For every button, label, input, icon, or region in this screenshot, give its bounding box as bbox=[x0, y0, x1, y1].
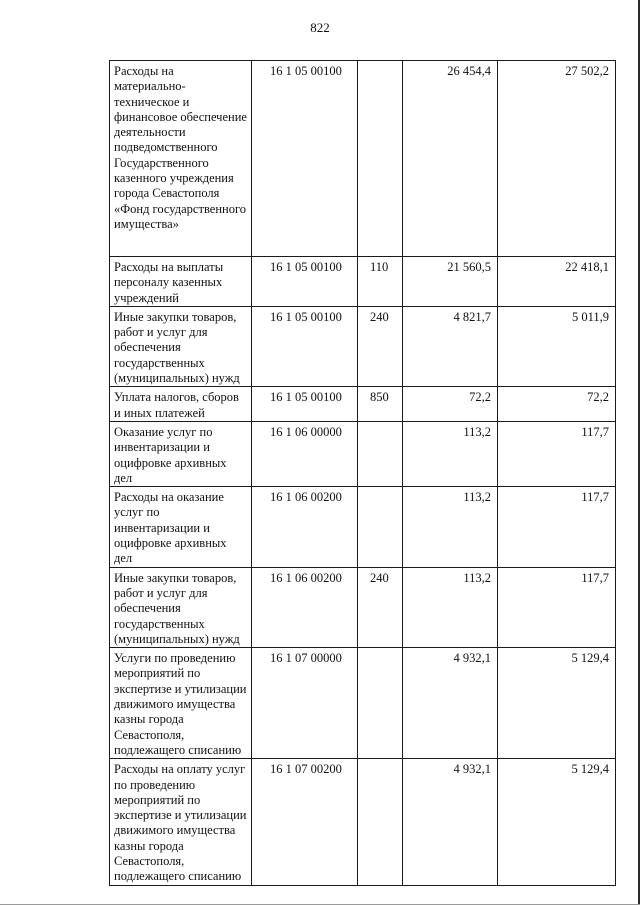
target-code-cell: 16 1 05 00100 bbox=[252, 61, 358, 257]
expense-name-cell: Уплата налогов, сборов и иных платежей bbox=[110, 387, 252, 422]
expense-name-cell: Услуги по проведению мероприятий по экспертизе и утилизации движимого имущества казны города Севастополя, подлежащего списанию bbox=[110, 648, 252, 759]
page-number: 822 bbox=[310, 20, 330, 35]
amount-year2-cell: 117,7 bbox=[498, 567, 616, 647]
expense-type-cell bbox=[358, 487, 403, 567]
amount-year2-cell: 117,7 bbox=[498, 487, 616, 567]
target-code-cell: 16 1 06 00200 bbox=[252, 487, 358, 567]
amount-year2-cell: 5 129,4 bbox=[498, 648, 616, 759]
amount-year1-cell: 113,2 bbox=[403, 421, 498, 486]
target-code-cell: 16 1 06 00200 bbox=[252, 567, 358, 647]
table-row bbox=[110, 387, 616, 422]
expense-name-cell: Иные закупки товаров, работ и услуг для обеспечения государственных (муниципальных) нужд bbox=[110, 306, 252, 386]
amount-year2-cell: 27 502,2 bbox=[498, 61, 616, 257]
amount-year1-cell: 72,2 bbox=[403, 387, 498, 422]
expense-name-cell: Расходы на оплату услуг по проведению мероприятий по экспертизе и утилизации движимого имущества казны города Севастополя, подлежащего списанию bbox=[110, 759, 252, 885]
table-row bbox=[110, 306, 616, 386]
table-row bbox=[110, 61, 616, 257]
table-row bbox=[110, 487, 616, 567]
amount-year1-cell: 4 932,1 bbox=[403, 648, 498, 759]
expense-type-cell bbox=[358, 61, 403, 257]
expense-type-cell: 240 bbox=[358, 306, 403, 386]
expense-type-cell bbox=[358, 648, 403, 759]
amount-year2-cell: 5 011,9 bbox=[498, 306, 616, 386]
target-code-cell: 16 1 05 00100 bbox=[252, 306, 358, 386]
amount-year1-cell: 113,2 bbox=[403, 567, 498, 647]
budget-table bbox=[109, 60, 616, 886]
expense-name-cell: Иные закупки товаров, работ и услуг для обеспечения государственных (муниципальных) нужд bbox=[110, 567, 252, 647]
expense-type-cell bbox=[358, 759, 403, 885]
table-row bbox=[110, 567, 616, 647]
target-code-cell: 16 1 06 00000 bbox=[252, 421, 358, 486]
expense-name-cell: Расходы на выплаты персоналу казенных учреждений bbox=[110, 257, 252, 307]
target-code-cell: 16 1 07 00000 bbox=[252, 648, 358, 759]
expense-type-cell: 240 bbox=[358, 567, 403, 647]
expense-name-cell: Расходы на материально-техническое и финансовое обеспечение деятельности подведомственного Государственного казенного учреждения города Севастополя «Фонд государственного имущества» bbox=[110, 61, 252, 257]
amount-year1-cell: 4 932,1 bbox=[403, 759, 498, 885]
amount-year2-cell: 72,2 bbox=[498, 387, 616, 422]
amount-year1-cell: 4 821,7 bbox=[403, 306, 498, 386]
table-row bbox=[110, 759, 616, 885]
expense-name-cell: Расходы на оказание услуг по инвентаризации и оцифровке архивных дел bbox=[110, 487, 252, 567]
table-row bbox=[110, 421, 616, 486]
target-code-cell: 16 1 05 00100 bbox=[252, 257, 358, 307]
target-code-cell: 16 1 05 00100 bbox=[252, 387, 358, 422]
amount-year1-cell: 26 454,4 bbox=[403, 61, 498, 257]
expense-type-cell: 110 bbox=[358, 257, 403, 307]
table-row bbox=[110, 648, 616, 759]
amount-year2-cell: 5 129,4 bbox=[498, 759, 616, 885]
expense-type-cell bbox=[358, 421, 403, 486]
expense-type-cell: 850 bbox=[358, 387, 403, 422]
table-row bbox=[110, 257, 616, 307]
amount-year1-cell: 21 560,5 bbox=[403, 257, 498, 307]
expense-name-cell: Оказание услуг по инвентаризации и оцифровке архивных дел bbox=[110, 421, 252, 486]
amount-year2-cell: 22 418,1 bbox=[498, 257, 616, 307]
target-code-cell: 16 1 07 00200 bbox=[252, 759, 358, 885]
amount-year1-cell: 113,2 bbox=[403, 487, 498, 567]
amount-year2-cell: 117,7 bbox=[498, 421, 616, 486]
